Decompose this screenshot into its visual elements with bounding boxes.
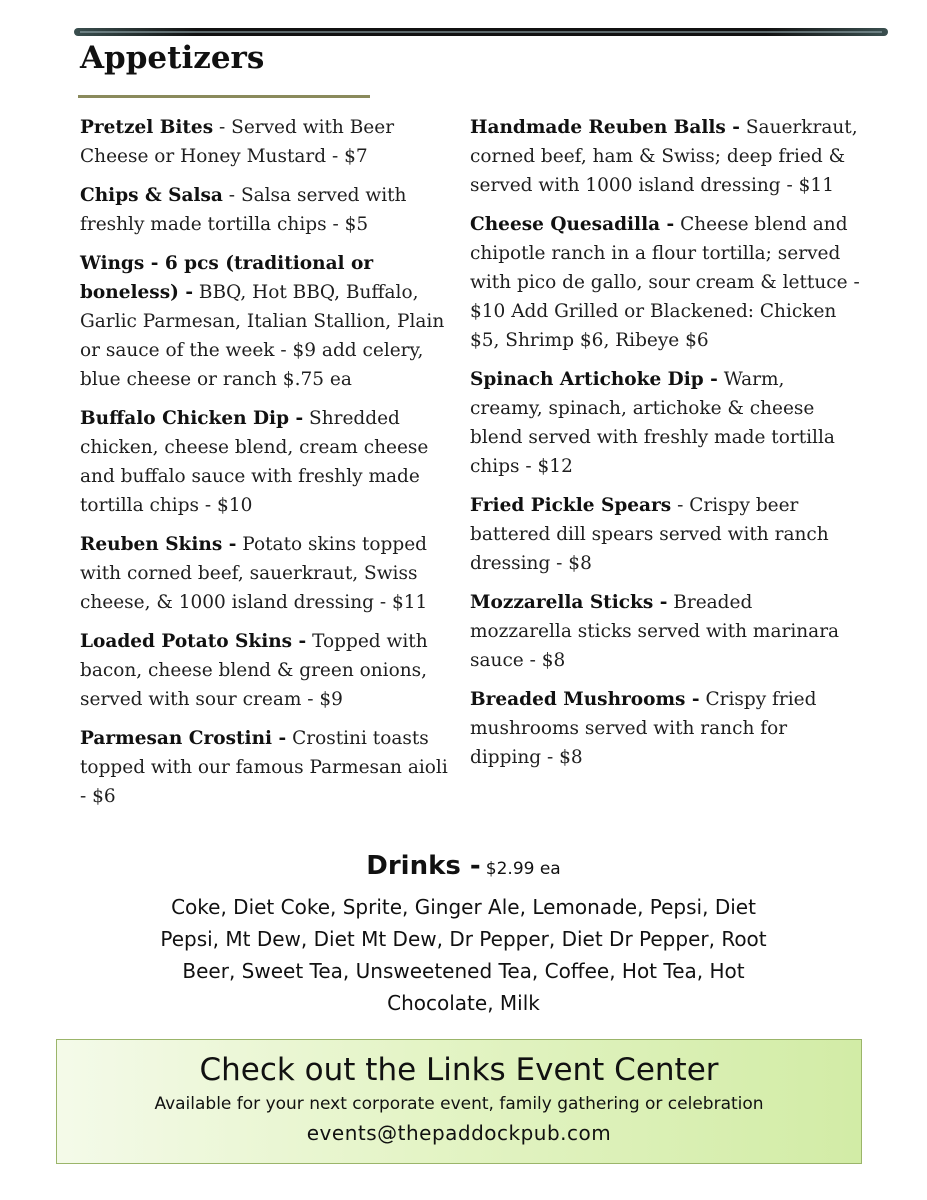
item-name: Loaded Potato Skins - <box>80 631 307 652</box>
item-description: BBQ, Hot BBQ, Buffalo, Garlic Parmesan, Italian Stallion, Plain or sauce of the week - $9 add celery, blue cheese or ranch $.75 ea <box>80 282 445 390</box>
event-subtitle: Available for your next corporate event, family gathering or celebration <box>154 1094 764 1114</box>
item-description: Salsa served with freshly made tortilla chips - $5 <box>80 185 407 235</box>
drinks-price: $2.99 ea <box>485 859 561 879</box>
item-description: Potato skins topped with corned beef, sauerkraut, Swiss cheese, & 1000 island dressing - $11 <box>80 534 428 613</box>
drinks-title: Drinks - <box>366 851 481 881</box>
item-name: Parmesan Crostini - <box>80 728 287 749</box>
top-divider <box>74 28 888 36</box>
item-description: Warm, creamy, spinach, artichoke & cheese blend served with freshly made tortilla chips - $12 <box>470 369 835 477</box>
menu-item <box>80 530 450 617</box>
menu-item <box>470 210 860 355</box>
item-name: Mozzarella Sticks - <box>470 592 668 613</box>
menu-item <box>80 404 450 520</box>
appetizers-left-column <box>80 113 450 821</box>
drinks-heading <box>0 848 927 887</box>
item-description: Breaded mozzarella sticks served with marinara sauce - $8 <box>470 592 840 671</box>
item-name: Buffalo Chicken Dip - <box>80 408 304 429</box>
item-name: Handmade Reuben Balls - <box>470 117 740 138</box>
item-name: Reuben Skins - <box>80 534 237 555</box>
item-description: Sauerkraut, corned beef, ham & Swiss; deep fried & served with 1000 island dressing - $11 <box>470 117 858 196</box>
item-description: Crispy beer battered dill spears served with ranch dressing - $8 <box>470 495 829 574</box>
menu-item <box>470 365 860 481</box>
menu-item: Pretzel Bites - Served with Beer Cheese or Honey Mustard - $7 <box>80 117 395 167</box>
menu-item <box>470 588 860 675</box>
menu-item: Chips & Salsa - Salsa served with freshly made tortilla chips - $5 <box>80 185 407 235</box>
item-name: Breaded Mushrooms - <box>470 689 700 710</box>
item-description: Shredded chicken, cheese blend, cream cheese and buffalo sauce with freshly made tortilla chips - $10 <box>80 408 429 516</box>
menu-item <box>80 724 450 811</box>
event-email-link[interactable]: events@thepaddockpub.com <box>306 1121 612 1145</box>
event-center-banner <box>56 1039 862 1164</box>
menu-item: Fried Pickle Spears - Crispy beer battered dill spears served with ranch dressing - $8 <box>470 495 829 574</box>
item-name: Chips & Salsa <box>80 185 223 206</box>
item-name: Wings - 6 pcs (traditional or boneless) - <box>80 253 374 303</box>
item-name: Fried Pickle Spears <box>470 495 672 516</box>
item-description: Crispy fried mushrooms served with ranch for dipping - $8 <box>470 689 817 768</box>
menu-item <box>470 685 860 772</box>
drinks-section <box>0 848 927 1019</box>
appetizers-right-column <box>470 113 860 782</box>
event-title: Check out the Links Event Center <box>199 1052 719 1088</box>
section-title-appetizers: Appetizers <box>80 40 265 76</box>
item-name: Spinach Artichoke Dip - <box>470 369 718 390</box>
item-description: Served with Beer Cheese or Honey Mustard - $7 <box>80 117 395 167</box>
menu-item <box>470 113 860 200</box>
item-description: Cheese blend and chipotle ranch in a flour tortilla; served with pico de gallo, sour cream & lettuce - $10 Add Grilled or Blackened: Chicken $5, Shrimp $6, Ribeye $6 <box>470 214 860 351</box>
item-name: Pretzel Bites <box>80 117 214 138</box>
menu-item <box>80 627 450 714</box>
item-description: Topped with bacon, cheese blend & green onions, served with sour cream - $9 <box>80 631 428 710</box>
drinks-list: Coke, Diet Coke, Sprite, Ginger Ale, Lemonade, Pepsi, Diet Pepsi, Mt Dew, Diet Mt Dew, Dr Pepper, Diet Dr Pepper, Root Beer, Sweet Tea, Unsweetened Tea, Coffee, Hot Tea, Hot Chocolate, Milk <box>160 895 767 1015</box>
menu-item <box>80 249 450 394</box>
title-underline <box>78 95 370 98</box>
item-description: Crostini toasts topped with our famous Parmesan aioli - $6 <box>80 728 448 807</box>
item-name: Cheese Quesadilla - <box>470 214 675 235</box>
